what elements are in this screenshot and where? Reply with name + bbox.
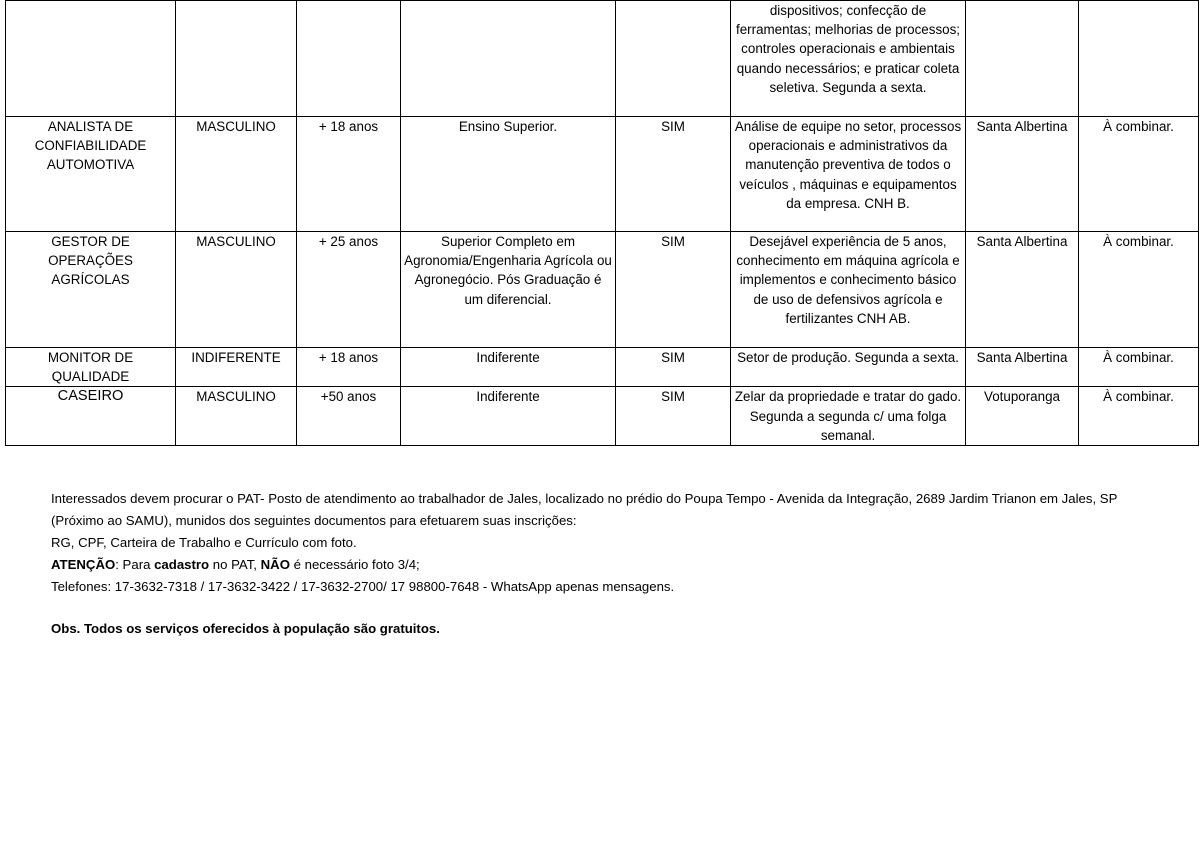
attention-bold: NÃO	[260, 557, 290, 572]
attention-text: : Para	[115, 557, 155, 572]
cell-descricao: Análise de equipe no setor, processos operacionais e administrativos da manutenção preventiva de todos o veículos , máquinas e equipamentos da empresa. CNH B.	[731, 117, 966, 232]
cell-sexo: MASCULINO	[176, 117, 297, 232]
job-listings-table	[5, 0, 1199, 446]
cell-experiencia: SIM	[616, 348, 731, 387]
table-row	[6, 387, 1199, 446]
cell-salario: À combinar.	[1079, 387, 1199, 446]
cell-salario: À combinar.	[1079, 348, 1199, 387]
cell-escolaridade	[401, 1, 616, 117]
cell-cidade: Santa Albertina	[966, 117, 1079, 232]
cell-idade	[297, 1, 401, 117]
cell-cargo	[6, 1, 176, 117]
cell-sexo: MASCULINO	[176, 232, 297, 348]
cell-escolaridade: Indiferente	[401, 387, 616, 446]
cell-escolaridade: Indiferente	[401, 348, 616, 387]
attention-label: ATENÇÃO	[51, 557, 116, 572]
attention-text: é necessário foto 3/4;	[289, 557, 420, 572]
cell-idade: +50 anos	[297, 387, 401, 446]
cell-sexo	[176, 1, 297, 117]
cell-experiencia: SIM	[616, 232, 731, 348]
attention-line	[51, 554, 1161, 576]
cell-salario: À combinar.	[1079, 117, 1199, 232]
attention-text: no PAT,	[209, 557, 261, 572]
cell-cidade: Santa Albertina	[966, 348, 1079, 387]
cell-escolaridade: Superior Completo em Agronomia/Engenharia Agrícola ou Agronegócio. Pós Graduação é um diferencial.	[401, 232, 616, 348]
cell-descricao: Desejável experiência de 5 anos, conhecimento em máquina agrícola e implementos e conhecimento básico de uso de defensivos agrícola e fertilizantes CNH AB.	[731, 232, 966, 348]
cell-cargo: ANALISTA DE CONFIABILIDADE AUTOMOTIVA	[6, 117, 176, 232]
cell-sexo: INDIFERENTE	[176, 348, 297, 387]
cell-descricao: dispositivos; confecção de ferramentas; melhorias de processos; controles operacionais e ambientais quando necessários; e praticar coleta seletiva. Segunda a sexta.	[731, 1, 966, 117]
cell-experiencia: SIM	[616, 117, 731, 232]
cell-idade: + 18 anos	[297, 117, 401, 232]
documents-line: RG, CPF, Carteira de Trabalho e Currículo com foto.	[51, 535, 357, 550]
contact-notes	[51, 488, 1161, 640]
obs-text: Obs. Todos os serviços oferecidos à população são gratuitos.	[51, 621, 440, 636]
cell-cidade: Votuporanga	[966, 387, 1079, 446]
table-row	[6, 232, 1199, 348]
cell-salario: À combinar.	[1079, 232, 1199, 348]
table-row	[6, 1, 1199, 117]
attention-bold: cadastro	[154, 557, 210, 572]
cell-descricao: Setor de produção. Segunda a sexta.	[731, 348, 966, 387]
cell-cidade	[966, 1, 1079, 117]
cell-descricao: Zelar da propriedade e tratar do gado. Segunda a segunda c/ uma folga semanal.	[731, 387, 966, 446]
obs-line	[51, 618, 1161, 640]
table-row	[6, 348, 1199, 387]
cell-cidade: Santa Albertina	[966, 232, 1079, 348]
phones-line: Telefones: 17-3632-7318 / 17-3632-3422 / 17-3632-2700/ 17 98800-7648 - WhatsApp apenas mensagens.	[51, 579, 675, 594]
cell-cargo: GESTOR DE OPERAÇÕES AGRÍCOLAS	[6, 232, 176, 348]
cell-sexo: MASCULINO	[176, 387, 297, 446]
cell-salario	[1079, 1, 1199, 117]
cell-idade: + 18 anos	[297, 348, 401, 387]
intro-paragraph: Interessados devem procurar o PAT- Posto de atendimento ao trabalhador de Jales, localizado no prédio do Poupa Tempo - Avenida da Integração, 2689 Jardim Trianon em Jales, SP (Próximo ao SAMU), munidos dos seguintes documentos para efetuarem suas inscrições:	[51, 491, 1118, 528]
cell-escolaridade: Ensino Superior.	[401, 117, 616, 232]
cell-experiencia	[616, 1, 731, 117]
cell-experiencia: SIM	[616, 387, 731, 446]
table-row	[6, 117, 1199, 232]
cell-cargo: CASEIRO	[6, 387, 176, 446]
cell-idade: + 25 anos	[297, 232, 401, 348]
cell-cargo: MONITOR DE QUALIDADE	[6, 348, 176, 387]
